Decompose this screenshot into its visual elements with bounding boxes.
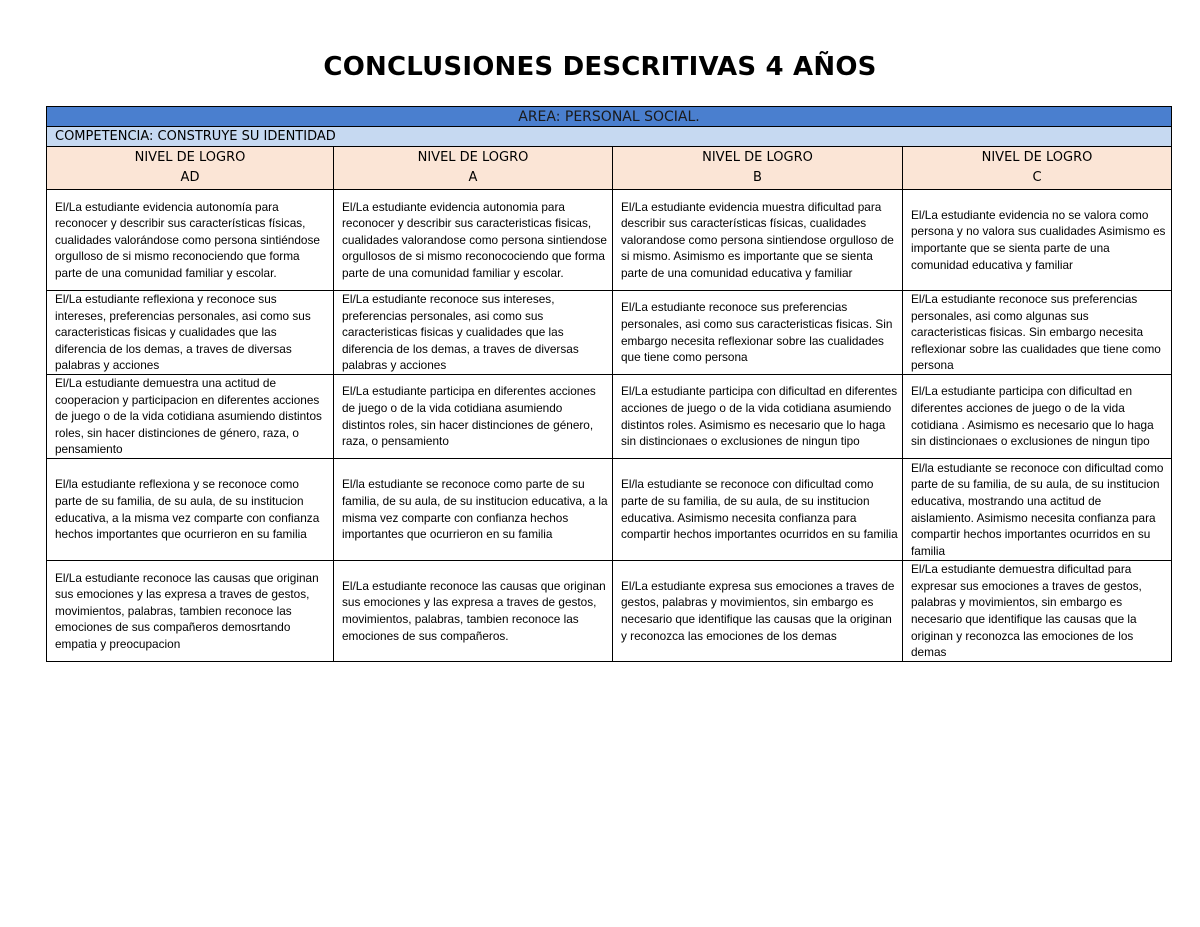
table-cell: El/La estudiante demuestra una actitud de cooperacion y participacion en diferentes acciones de juego o de la vida cotidiana asumiendo distintos roles, sin hacer distinciones de género, raza, o pensamiento [47,375,334,459]
level-header-a [334,147,613,190]
level-code: AD [180,170,200,185]
page-title: CONCLUSIONES DESCRITIVAS 4 AÑOS [323,52,877,82]
area-row [47,107,1172,127]
level-header-b [613,147,903,190]
level-code: C [1032,170,1042,185]
level-header-c [903,147,1172,190]
table-cell: El/La estudiante participa en diferentes acciones de juego o de la vida cotidiana asumiendo distintos roles, sin hacer distinciones de género, raza, o pensamiento [334,375,613,459]
table-cell: El/La estudiante reflexiona y reconoce sus intereses, preferencias personales, asi como sus caracteristicas fisicas y cualidades que las diferencia de los demas, a traves de diversas palabras y acciones [47,291,334,375]
table-cell: El/La estudiante reconoce las causas que originan sus emociones y las expresa a traves de gestos, movimientos, palabras, tambien reconoce las emociones de sus compañeros. [334,561,613,662]
table-cell: El/La estudiante expresa sus emociones a traves de gestos, palabras y movimientos, sin embargo es necesario que identifique las causas que la originan y reconozca las emociones de los demas [613,561,903,662]
level-title: NIVEL DE LOGRO [702,150,813,165]
level-title: NIVEL DE LOGRO [981,150,1093,165]
table-cell: El/La estudiante participa con dificultad en diferentes acciones de juego o de la vida cotidiana . Asimismo es necesario que lo haga sin distincionaes o exclusiones de ningun tipo [903,375,1172,459]
table-cell: El/la estudiante se reconoce con dificultad como parte de su familia, de su aula, de su institucion educativa, mostrando una actitud de aislamiento. Asimismo necesita confianza para compartir hechos importantes ocurridos en su familia [903,459,1172,561]
level-code: B [753,170,762,185]
table-row [47,561,1172,662]
level-code: A [468,170,478,185]
table-cell: El/La estudiante evidencia autonomía para reconocer y describir sus características físicas, cualidades valorándose como persona sintiéndose orgulloso de si mismo reconociendo que forma parte de una comunidad familiar y escolar. [47,190,334,291]
competencia-row [47,127,1172,147]
table-cell: El/La estudiante participa con dificultad en diferentes acciones de juego o de la vida cotidiana asumiendo distintos roles. Asimismo es necesario que lo haga sin distincionaes o exclusiones de ningun tipo [613,375,903,459]
table-cell: El/La estudiante reconoce sus preferencias personales, asi como algunas sus caracteristicas fisicas. Sin embargo necesita reflexionar sobre las cualidades que tiene como persona [903,291,1172,375]
table-cell: El/La estudiante evidencia autonomia para reconocer y describir sus caracteristicas fisicas, cualidades valorandose como persona sintiendose orgullosos de si mismo reconocociendo que forma parte de una comunidad familiar y escolar. [334,190,613,291]
level-title: NIVEL DE LOGRO [417,150,529,165]
table-row [47,375,1172,459]
conclusions-table [46,106,1172,662]
level-title: NIVEL DE LOGRO [134,150,246,165]
level-header-row [47,147,1172,190]
table-cell: El/La estudiante reconoce sus preferencias personales, asi como sus caracteristicas fisicas. Sin embargo necesita reflexionar sobre las cualidades que tiene como persona [613,291,903,375]
table-row [47,459,1172,561]
table-cell: El/la estudiante se reconoce con dificultad como parte de su familia, de su aula, de su institucion educativa. Asimismo necesita confianza para compartir hechos importantes ocurridos en su familia [613,459,903,561]
table-cell: El/La estudiante demuestra dificultad para expresar sus emociones a traves de gestos, palabras y movimientos, sin embargo es necesario que identifique las causas que la originan y reconozca las emociones de los demas [903,561,1172,662]
table-row [47,291,1172,375]
table-cell: El/La estudiante reconoce las causas que originan sus emociones y las expresa a traves de gestos, movimientos, palabras, tambien reconoce las emociones de sus compañeros demosrtando empatia y preocupacion [47,561,334,662]
table-cell: El/La estudiante reconoce sus intereses, preferencias personales, asi como sus caracteristicas fisicas y cualidades que las diferencia de los demas, a traves de diversas palabras y acciones [334,291,613,375]
area-header: AREA: PERSONAL SOCIAL. [47,107,1172,127]
table-cell: El/La estudiante evidencia no se valora como persona y no valora sus cualidades Asimismo es importante que se sienta parte de una comunidad educativa y familiar [903,190,1172,291]
table-cell: El/la estudiante reflexiona y se reconoce como parte de su familia, de su aula, de su institucion educativa, a la misma vez comparte con confianza hechos importantes que ocurrieron en su familia [47,459,334,561]
table-cell: El/La estudiante evidencia muestra dificultad para describir sus características físicas, cualidades valorandose como persona sintiendose orgulloso de si mismo. Asimismo es importante que se sienta parte de una comunidad educativa y familiar [613,190,903,291]
level-header-ad [47,147,334,190]
table-cell: El/la estudiante se reconoce como parte de su familia, de su aula, de su institucion educativa, a la misma vez comparte con confianza hechos importantes que ocurrieron en su familia [334,459,613,561]
table-row [47,190,1172,291]
competencia-header: COMPETENCIA: CONSTRUYE SU IDENTIDAD [47,127,1172,147]
